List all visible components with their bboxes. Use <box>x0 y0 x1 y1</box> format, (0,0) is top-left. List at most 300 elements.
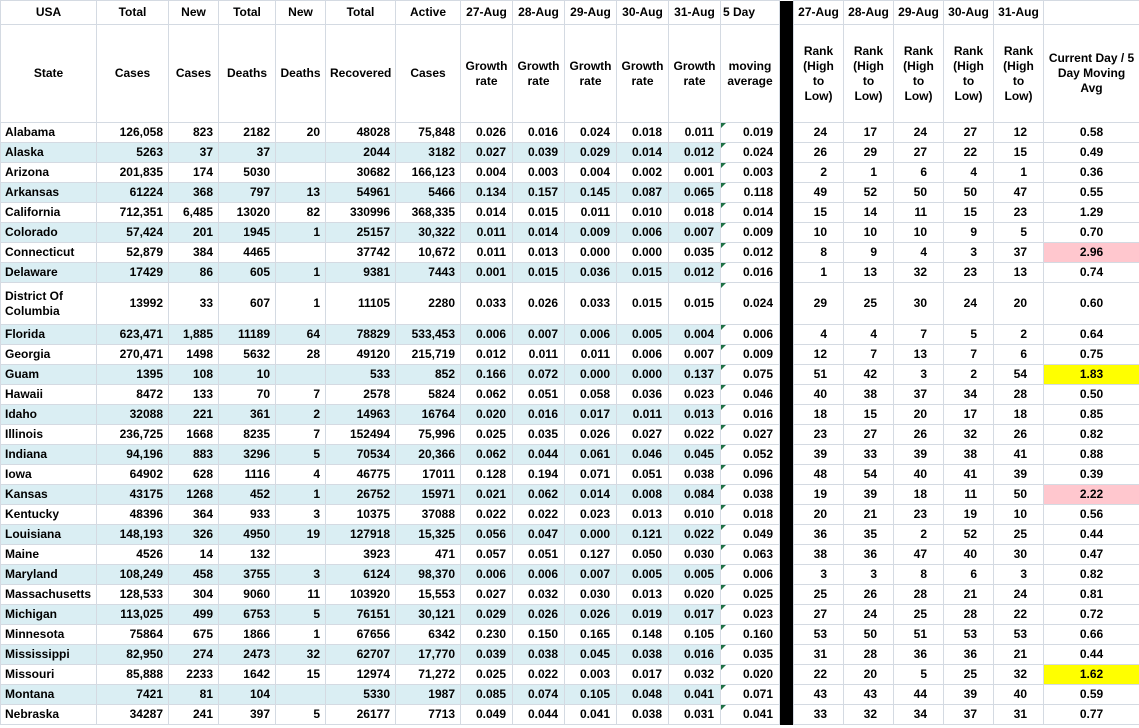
cell-ratio[interactable]: 1.83 <box>1044 365 1139 385</box>
cell-rank[interactable]: 35 <box>844 525 894 545</box>
cell-new-deaths[interactable]: 11 <box>276 585 326 605</box>
cell-rank[interactable]: 2 <box>794 163 844 183</box>
cell-rank[interactable]: 44 <box>894 685 944 705</box>
cell-ratio[interactable]: 0.44 <box>1044 645 1139 665</box>
cell-state[interactable]: Kansas <box>1 485 97 505</box>
cell-rank[interactable]: 50 <box>944 183 994 203</box>
cell-active-cases[interactable]: 368,335 <box>396 203 461 223</box>
cell-new-deaths[interactable]: 1 <box>276 283 326 325</box>
cell-new-cases[interactable]: 304 <box>169 585 219 605</box>
header-growth-date-2[interactable]: 29-Aug <box>565 1 617 25</box>
cell-total-cases[interactable]: 1395 <box>97 365 169 385</box>
cell-recovered[interactable]: 26752 <box>326 485 396 505</box>
cell-rank[interactable]: 39 <box>794 445 844 465</box>
header-growth-rate-4[interactable]: Growth rate <box>669 25 721 123</box>
cell-rank[interactable]: 25 <box>894 605 944 625</box>
cell-growth-rate[interactable]: 0.011 <box>513 345 565 365</box>
cell-rank[interactable]: 27 <box>894 143 944 163</box>
header-rank-0[interactable]: Rank (High to Low) <box>794 25 844 123</box>
cell-recovered[interactable]: 14963 <box>326 405 396 425</box>
cell-rank[interactable]: 37 <box>894 385 944 405</box>
cell-total-cases[interactable]: 4526 <box>97 545 169 565</box>
cell-recovered[interactable]: 49120 <box>326 345 396 365</box>
cell-total-cases[interactable]: 108,249 <box>97 565 169 585</box>
cell-recovered[interactable]: 62707 <box>326 645 396 665</box>
cell-rank[interactable]: 32 <box>844 705 894 725</box>
cell-total-cases[interactable]: 5263 <box>97 143 169 163</box>
cell-recovered[interactable]: 12974 <box>326 665 396 685</box>
cell-growth-rate[interactable]: 0.005 <box>617 325 669 345</box>
cell-rank[interactable]: 14 <box>844 203 894 223</box>
cell-new-deaths[interactable]: 20 <box>276 123 326 143</box>
cell-new-deaths[interactable]: 1 <box>276 263 326 283</box>
cell-rank[interactable]: 40 <box>894 465 944 485</box>
cell-rank[interactable]: 18 <box>994 405 1044 425</box>
cell-state[interactable]: Delaware <box>1 263 97 283</box>
cell-moving-avg[interactable] <box>721 485 780 505</box>
cell-rank[interactable]: 54 <box>844 465 894 485</box>
cell-moving-avg[interactable] <box>721 705 780 725</box>
header-rank-2[interactable]: Rank (High to Low) <box>894 25 944 123</box>
cell-rank[interactable]: 50 <box>894 183 944 203</box>
cell-growth-rate[interactable]: 0.015 <box>513 263 565 283</box>
cell-total-cases[interactable]: 148,193 <box>97 525 169 545</box>
cell-state[interactable]: Montana <box>1 685 97 705</box>
cell-moving-avg[interactable] <box>721 183 780 203</box>
cell-ratio[interactable]: 0.70 <box>1044 223 1139 243</box>
cell-growth-rate[interactable]: 0.050 <box>617 545 669 565</box>
cell-growth-rate[interactable]: 0.087 <box>617 183 669 203</box>
cell-ratio[interactable]: 0.66 <box>1044 625 1139 645</box>
cell-growth-rate[interactable]: 0.007 <box>565 565 617 585</box>
cell-state[interactable]: Kentucky <box>1 505 97 525</box>
cell-rank[interactable]: 18 <box>794 405 844 425</box>
cell-new-cases[interactable]: 274 <box>169 645 219 665</box>
cell-rank[interactable]: 22 <box>994 605 1044 625</box>
cell-rank[interactable]: 15 <box>994 143 1044 163</box>
cell-new-cases[interactable]: 384 <box>169 243 219 263</box>
cell-rank[interactable]: 28 <box>894 585 944 605</box>
cell-rank[interactable]: 11 <box>894 203 944 223</box>
cell-growth-rate[interactable]: 0.027 <box>617 425 669 445</box>
cell-total-cases[interactable]: 82,950 <box>97 645 169 665</box>
cell-rank[interactable]: 53 <box>794 625 844 645</box>
cell-rank[interactable]: 15 <box>794 203 844 223</box>
cell-total-cases[interactable]: 57,424 <box>97 223 169 243</box>
cell-moving-avg[interactable] <box>721 223 780 243</box>
cell-recovered[interactable]: 54961 <box>326 183 396 203</box>
cell-growth-rate[interactable]: 0.023 <box>669 385 721 405</box>
cell-total-cases[interactable]: 94,196 <box>97 445 169 465</box>
cell-growth-rate[interactable]: 0.005 <box>669 565 721 585</box>
cell-new-cases[interactable]: 883 <box>169 445 219 465</box>
cell-new-cases[interactable]: 458 <box>169 565 219 585</box>
cell-new-deaths[interactable]: 1 <box>276 485 326 505</box>
cell-new-cases[interactable]: 2233 <box>169 665 219 685</box>
header-total-bottom-4[interactable]: Recovered <box>326 25 396 123</box>
cell-moving-avg[interactable] <box>721 645 780 665</box>
cell-growth-rate[interactable]: 0.016 <box>669 645 721 665</box>
cell-rank[interactable]: 32 <box>944 425 994 445</box>
cell-rank[interactable]: 33 <box>844 445 894 465</box>
cell-total-deaths[interactable]: 797 <box>219 183 276 203</box>
cell-new-cases[interactable]: 675 <box>169 625 219 645</box>
cell-rank[interactable]: 7 <box>844 345 894 365</box>
cell-growth-rate[interactable]: 0.074 <box>513 685 565 705</box>
header-rank-date-0[interactable]: 27-Aug <box>794 1 844 25</box>
cell-active-cases[interactable]: 15971 <box>396 485 461 505</box>
cell-rank[interactable]: 2 <box>944 365 994 385</box>
cell-growth-rate[interactable]: 0.038 <box>617 705 669 725</box>
cell-rank[interactable]: 28 <box>844 645 894 665</box>
cell-ratio[interactable]: 0.85 <box>1044 405 1139 425</box>
cell-new-cases[interactable]: 133 <box>169 385 219 405</box>
cell-moving-avg[interactable] <box>721 665 780 685</box>
cell-rank[interactable]: 1 <box>844 163 894 183</box>
cell-total-deaths[interactable]: 397 <box>219 705 276 725</box>
cell-active-cases[interactable]: 166,123 <box>396 163 461 183</box>
cell-moving-avg[interactable] <box>721 203 780 223</box>
header-growth-date-1[interactable]: 28-Aug <box>513 1 565 25</box>
cell-active-cases[interactable]: 471 <box>396 545 461 565</box>
cell-total-cases[interactable]: 201,835 <box>97 163 169 183</box>
header-total-top-3[interactable]: New <box>276 1 326 25</box>
cell-total-deaths[interactable]: 4950 <box>219 525 276 545</box>
cell-active-cases[interactable]: 37088 <box>396 505 461 525</box>
cell-growth-rate[interactable]: 0.006 <box>461 325 513 345</box>
cell-rank[interactable]: 20 <box>794 505 844 525</box>
cell-rank[interactable]: 26 <box>844 585 894 605</box>
header-rank-3[interactable]: Rank (High to Low) <box>944 25 994 123</box>
cell-state[interactable]: California <box>1 203 97 223</box>
header-growth-rate-0[interactable]: Growth rate <box>461 25 513 123</box>
cell-growth-rate[interactable]: 0.033 <box>461 283 513 325</box>
cell-total-deaths[interactable]: 5632 <box>219 345 276 365</box>
cell-rank[interactable]: 3 <box>844 565 894 585</box>
cell-recovered[interactable]: 9381 <box>326 263 396 283</box>
cell-growth-rate[interactable]: 0.017 <box>617 665 669 685</box>
cell-new-deaths[interactable] <box>276 545 326 565</box>
cell-state[interactable]: Georgia <box>1 345 97 365</box>
cell-growth-rate[interactable]: 0.013 <box>513 243 565 263</box>
cell-growth-rate[interactable]: 0.027 <box>461 585 513 605</box>
cell-rank[interactable]: 34 <box>944 385 994 405</box>
cell-growth-rate[interactable]: 0.058 <box>565 385 617 405</box>
cell-rank[interactable]: 32 <box>894 263 944 283</box>
cell-ratio[interactable]: 2.96 <box>1044 243 1139 263</box>
cell-ratio[interactable]: 0.72 <box>1044 605 1139 625</box>
cell-rank[interactable]: 25 <box>844 283 894 325</box>
cell-growth-rate[interactable]: 0.010 <box>617 203 669 223</box>
cell-growth-rate[interactable]: 0.000 <box>565 365 617 385</box>
cell-rank[interactable]: 4 <box>794 325 844 345</box>
cell-growth-rate[interactable]: 0.013 <box>669 405 721 425</box>
cell-rank[interactable]: 40 <box>794 385 844 405</box>
cell-rank[interactable]: 26 <box>794 143 844 163</box>
cell-growth-rate[interactable]: 0.032 <box>513 585 565 605</box>
cell-total-cases[interactable]: 113,025 <box>97 605 169 625</box>
cell-growth-rate[interactable]: 0.004 <box>461 163 513 183</box>
cell-growth-rate[interactable]: 0.016 <box>513 405 565 425</box>
header-total-bottom-3[interactable]: Deaths <box>276 25 326 123</box>
cell-state[interactable]: Maine <box>1 545 97 565</box>
cell-active-cases[interactable]: 30,121 <box>396 605 461 625</box>
cell-moving-avg[interactable] <box>721 283 780 325</box>
cell-moving-avg[interactable] <box>721 425 780 445</box>
cell-new-deaths[interactable]: 7 <box>276 425 326 445</box>
cell-growth-rate[interactable]: 0.000 <box>617 365 669 385</box>
cell-rank[interactable]: 17 <box>944 405 994 425</box>
cell-new-deaths[interactable]: 7 <box>276 385 326 405</box>
cell-rank[interactable]: 3 <box>944 243 994 263</box>
cell-new-deaths[interactable]: 15 <box>276 665 326 685</box>
cell-growth-rate[interactable]: 0.026 <box>565 425 617 445</box>
cell-total-deaths[interactable]: 70 <box>219 385 276 405</box>
cell-new-deaths[interactable] <box>276 685 326 705</box>
cell-growth-rate[interactable]: 0.004 <box>669 325 721 345</box>
cell-active-cases[interactable]: 20,366 <box>396 445 461 465</box>
cell-recovered[interactable]: 2044 <box>326 143 396 163</box>
cell-total-cases[interactable]: 64902 <box>97 465 169 485</box>
cell-total-cases[interactable]: 32088 <box>97 405 169 425</box>
cell-rank[interactable]: 2 <box>994 325 1044 345</box>
cell-growth-rate[interactable]: 0.030 <box>669 545 721 565</box>
cell-total-cases[interactable]: 43175 <box>97 485 169 505</box>
cell-total-deaths[interactable]: 3296 <box>219 445 276 465</box>
cell-active-cases[interactable]: 16764 <box>396 405 461 425</box>
cell-rank[interactable]: 38 <box>944 445 994 465</box>
cell-moving-avg[interactable] <box>721 465 780 485</box>
header-growth-rate-3[interactable]: Growth rate <box>617 25 669 123</box>
cell-rank[interactable]: 19 <box>944 505 994 525</box>
cell-ratio[interactable]: 0.55 <box>1044 183 1139 203</box>
cell-ratio[interactable]: 0.82 <box>1044 425 1139 445</box>
cell-moving-avg[interactable] <box>721 123 780 143</box>
cell-new-cases[interactable]: 628 <box>169 465 219 485</box>
header-total-top-0[interactable]: Total <box>97 1 169 25</box>
cell-growth-rate[interactable]: 0.002 <box>617 163 669 183</box>
cell-growth-rate[interactable]: 0.014 <box>565 485 617 505</box>
cell-rank[interactable]: 36 <box>844 545 894 565</box>
cell-growth-rate[interactable]: 0.044 <box>513 705 565 725</box>
cell-ratio[interactable]: 0.59 <box>1044 685 1139 705</box>
cell-rank[interactable]: 36 <box>894 645 944 665</box>
header-5day[interactable]: 5 Day <box>721 1 780 25</box>
cell-growth-rate[interactable]: 0.021 <box>461 485 513 505</box>
cell-growth-rate[interactable]: 0.000 <box>617 243 669 263</box>
cell-active-cases[interactable]: 7713 <box>396 705 461 725</box>
cell-growth-rate[interactable]: 0.026 <box>513 605 565 625</box>
cell-growth-rate[interactable]: 0.065 <box>669 183 721 203</box>
cell-rank[interactable]: 24 <box>894 123 944 143</box>
header-total-bottom-2[interactable]: Deaths <box>219 25 276 123</box>
cell-moving-avg[interactable] <box>721 243 780 263</box>
cell-ratio[interactable]: 0.77 <box>1044 705 1139 725</box>
header-usa[interactable]: USA <box>1 1 97 25</box>
cell-active-cases[interactable]: 71,272 <box>396 665 461 685</box>
cell-growth-rate[interactable]: 0.121 <box>617 525 669 545</box>
cell-ratio[interactable]: 0.75 <box>1044 345 1139 365</box>
cell-rank[interactable]: 25 <box>794 585 844 605</box>
cell-rank[interactable]: 1 <box>994 163 1044 183</box>
cell-rank[interactable]: 27 <box>794 605 844 625</box>
cell-growth-rate[interactable]: 0.029 <box>565 143 617 163</box>
cell-moving-avg[interactable] <box>721 345 780 365</box>
cell-state[interactable]: Florida <box>1 325 97 345</box>
cell-growth-rate[interactable]: 0.007 <box>669 223 721 243</box>
cell-growth-rate[interactable]: 0.007 <box>669 345 721 365</box>
cell-growth-rate[interactable]: 0.019 <box>617 605 669 625</box>
cell-state[interactable]: Minnesota <box>1 625 97 645</box>
cell-growth-rate[interactable]: 0.004 <box>565 163 617 183</box>
cell-recovered[interactable]: 330996 <box>326 203 396 223</box>
cell-rank[interactable]: 28 <box>944 605 994 625</box>
cell-new-cases[interactable]: 1268 <box>169 485 219 505</box>
cell-recovered[interactable]: 2578 <box>326 385 396 405</box>
cell-growth-rate[interactable]: 0.072 <box>513 365 565 385</box>
cell-active-cases[interactable]: 533,453 <box>396 325 461 345</box>
cell-total-deaths[interactable]: 10 <box>219 365 276 385</box>
cell-growth-rate[interactable]: 0.026 <box>565 605 617 625</box>
cell-total-deaths[interactable]: 452 <box>219 485 276 505</box>
cell-state[interactable]: Idaho <box>1 405 97 425</box>
cell-growth-rate[interactable]: 0.047 <box>513 525 565 545</box>
cell-growth-rate[interactable]: 0.025 <box>461 425 513 445</box>
cell-state[interactable]: Missouri <box>1 665 97 685</box>
cell-rank[interactable]: 52 <box>844 183 894 203</box>
cell-growth-rate[interactable]: 0.157 <box>513 183 565 203</box>
cell-growth-rate[interactable]: 0.038 <box>617 645 669 665</box>
cell-rank[interactable]: 7 <box>944 345 994 365</box>
cell-rank[interactable]: 24 <box>794 123 844 143</box>
cell-rank[interactable]: 53 <box>994 625 1044 645</box>
cell-rank[interactable]: 3 <box>994 565 1044 585</box>
cell-rank[interactable]: 9 <box>944 223 994 243</box>
cell-ratio[interactable]: 0.56 <box>1044 505 1139 525</box>
header-rank-date-1[interactable]: 28-Aug <box>844 1 894 25</box>
cell-recovered[interactable]: 26177 <box>326 705 396 725</box>
cell-new-cases[interactable]: 241 <box>169 705 219 725</box>
cell-total-deaths[interactable]: 3755 <box>219 565 276 585</box>
cell-rank[interactable]: 38 <box>844 385 894 405</box>
cell-active-cases[interactable]: 6342 <box>396 625 461 645</box>
cell-state[interactable]: Guam <box>1 365 97 385</box>
cell-state[interactable]: Illinois <box>1 425 97 445</box>
cell-growth-rate[interactable]: 0.009 <box>565 223 617 243</box>
cell-state[interactable]: Louisiana <box>1 525 97 545</box>
cell-rank[interactable]: 29 <box>844 143 894 163</box>
cell-state[interactable]: Massachusetts <box>1 585 97 605</box>
cell-recovered[interactable]: 25157 <box>326 223 396 243</box>
header-state[interactable]: State <box>1 25 97 123</box>
cell-rank[interactable]: 8 <box>794 243 844 263</box>
header-total-top-2[interactable]: Total <box>219 1 276 25</box>
header-rank-date-2[interactable]: 29-Aug <box>894 1 944 25</box>
cell-state[interactable]: District Of Columbia <box>1 283 97 325</box>
cell-growth-rate[interactable]: 0.148 <box>617 625 669 645</box>
cell-ratio[interactable]: 0.47 <box>1044 545 1139 565</box>
cell-growth-rate[interactable]: 0.041 <box>669 685 721 705</box>
cell-rank[interactable]: 40 <box>994 685 1044 705</box>
cell-moving-avg[interactable] <box>721 605 780 625</box>
cell-rank[interactable]: 11 <box>944 485 994 505</box>
cell-state[interactable]: Mississippi <box>1 645 97 665</box>
cell-rank[interactable]: 27 <box>944 123 994 143</box>
cell-growth-rate[interactable]: 0.020 <box>461 405 513 425</box>
cell-new-cases[interactable]: 37 <box>169 143 219 163</box>
cell-growth-rate[interactable]: 0.006 <box>565 325 617 345</box>
cell-rank[interactable]: 3 <box>794 565 844 585</box>
cell-growth-rate[interactable]: 0.022 <box>669 525 721 545</box>
cell-growth-rate[interactable]: 0.051 <box>513 385 565 405</box>
cell-rank[interactable]: 23 <box>894 505 944 525</box>
cell-total-deaths[interactable]: 2182 <box>219 123 276 143</box>
cell-rank[interactable]: 3 <box>894 365 944 385</box>
cell-rank[interactable]: 5 <box>894 665 944 685</box>
header-moving-average[interactable]: moving average <box>721 25 780 123</box>
header-rank-date-3[interactable]: 30-Aug <box>944 1 994 25</box>
cell-rank[interactable]: 6 <box>944 565 994 585</box>
cell-total-deaths[interactable]: 933 <box>219 505 276 525</box>
cell-rank[interactable]: 39 <box>994 465 1044 485</box>
cell-rank[interactable]: 25 <box>944 665 994 685</box>
cell-total-cases[interactable]: 8472 <box>97 385 169 405</box>
cell-growth-rate[interactable]: 0.022 <box>513 505 565 525</box>
cell-rank[interactable]: 10 <box>894 223 944 243</box>
cell-recovered[interactable]: 30682 <box>326 163 396 183</box>
cell-growth-rate[interactable]: 0.011 <box>565 345 617 365</box>
cell-growth-rate[interactable]: 0.012 <box>669 143 721 163</box>
cell-growth-rate[interactable]: 0.011 <box>565 203 617 223</box>
cell-growth-rate[interactable]: 0.011 <box>461 243 513 263</box>
cell-state[interactable]: Alaska <box>1 143 97 163</box>
cell-growth-rate[interactable]: 0.007 <box>513 325 565 345</box>
cell-recovered[interactable]: 70534 <box>326 445 396 465</box>
cell-growth-rate[interactable]: 0.018 <box>669 203 721 223</box>
cell-rank[interactable]: 53 <box>944 625 994 645</box>
cell-total-deaths[interactable]: 11189 <box>219 325 276 345</box>
cell-new-cases[interactable]: 81 <box>169 685 219 705</box>
cell-growth-rate[interactable]: 0.017 <box>565 405 617 425</box>
cell-total-deaths[interactable]: 361 <box>219 405 276 425</box>
cell-active-cases[interactable]: 75,848 <box>396 123 461 143</box>
cell-ratio[interactable]: 0.82 <box>1044 565 1139 585</box>
cell-new-cases[interactable]: 86 <box>169 263 219 283</box>
header-total-top-5[interactable]: Active <box>396 1 461 25</box>
cell-recovered[interactable]: 67656 <box>326 625 396 645</box>
cell-growth-rate[interactable]: 0.105 <box>669 625 721 645</box>
cell-new-cases[interactable]: 33 <box>169 283 219 325</box>
cell-growth-rate[interactable]: 0.128 <box>461 465 513 485</box>
cell-new-cases[interactable]: 221 <box>169 405 219 425</box>
cell-new-deaths[interactable]: 82 <box>276 203 326 223</box>
cell-rank[interactable]: 19 <box>794 485 844 505</box>
cell-growth-rate[interactable]: 0.022 <box>669 425 721 445</box>
cell-total-cases[interactable]: 75864 <box>97 625 169 645</box>
cell-rank[interactable]: 24 <box>994 585 1044 605</box>
cell-rank[interactable]: 4 <box>944 163 994 183</box>
cell-rank[interactable]: 25 <box>994 525 1044 545</box>
cell-growth-rate[interactable]: 0.085 <box>461 685 513 705</box>
cell-rank[interactable]: 36 <box>944 645 994 665</box>
cell-ratio[interactable]: 0.74 <box>1044 263 1139 283</box>
cell-growth-rate[interactable]: 0.038 <box>513 645 565 665</box>
cell-active-cases[interactable]: 17,770 <box>396 645 461 665</box>
cell-new-deaths[interactable]: 32 <box>276 645 326 665</box>
cell-new-cases[interactable]: 1498 <box>169 345 219 365</box>
cell-growth-rate[interactable]: 0.023 <box>565 505 617 525</box>
cell-active-cases[interactable]: 98,370 <box>396 565 461 585</box>
